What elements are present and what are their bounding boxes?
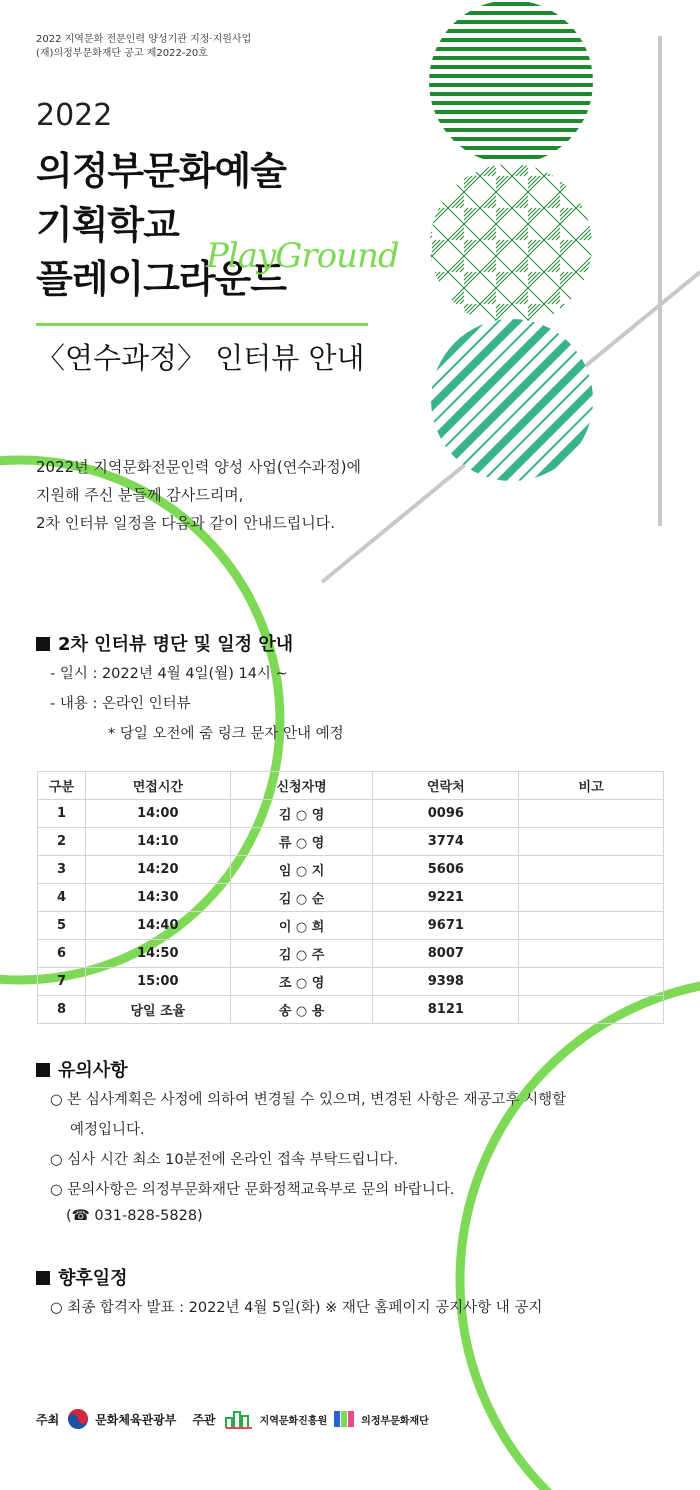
table-row (38, 800, 664, 828)
caution-phone: (☎ 031-828-5828) (66, 1208, 203, 1224)
cell-note (519, 940, 664, 968)
cell-note (519, 968, 664, 996)
organizer-org-2: 의정부문화재단 (361, 1415, 429, 1427)
schedule-note: * 당일 오전에 줌 링크 문자 안내 예정 (108, 726, 344, 742)
cell-contact: 9221 (373, 884, 519, 912)
stripe (425, 65, 600, 69)
schedule-date: - 일시 : 2022년 4월 4일(월) 14시 ~ (50, 666, 288, 682)
table-row (38, 884, 664, 912)
table-row (38, 912, 664, 940)
future-item-1: ○ 최종 합격자 발표 : 2022년 4월 5일(화) ※ 재단 홈페이지 공지사항 내 공지 (50, 1300, 543, 1316)
notice-line-2: (재)의정부문화재단 공고 제2022-20호 (36, 48, 208, 59)
footer-sponsors (36, 1408, 429, 1430)
cell-time: 14:50 (85, 940, 230, 968)
cell-contact: 8121 (373, 996, 519, 1024)
intro-line-2: 지원해 주신 분들께 감사드리며, (36, 486, 244, 504)
cell-time: 14:40 (85, 912, 230, 940)
cell-no: 8 (38, 996, 86, 1024)
table-row (38, 996, 664, 1024)
cell-name: 김 ○ 영 (230, 800, 373, 828)
host-label: 주최 (36, 1412, 60, 1427)
caution-heading-text: 유의사항 (58, 1060, 128, 1081)
stripe (425, 128, 600, 132)
diagonal-stripe (582, 310, 700, 490)
subtitle: 〈연수과정〉 인터뷰 안내 (36, 341, 365, 375)
cell-note (519, 800, 664, 828)
cell-no: 2 (38, 828, 86, 856)
future-heading-text: 향후일정 (58, 1268, 128, 1289)
cell-contact: 9398 (373, 968, 519, 996)
title-line-1: 의정부문화예술 (36, 149, 286, 193)
organizer-org-1: 지역문화진흥원 (259, 1415, 328, 1427)
stripe (425, 83, 600, 87)
caution-item-3: ○ 문의사항은 의정부문화재단 문화정책교육부로 문의 바랍니다. (50, 1182, 455, 1198)
schedule-heading (36, 630, 293, 656)
square-bullet-icon (36, 637, 50, 651)
cell-note (519, 828, 664, 856)
stripe (425, 2, 600, 6)
stripe (425, 101, 600, 105)
cell-time: 14:30 (85, 884, 230, 912)
cell-no: 7 (38, 968, 86, 996)
cell-note (519, 884, 664, 912)
stripe (425, 38, 600, 42)
col-header: 구분 (38, 772, 86, 800)
striped-circle-top (420, 0, 610, 170)
diagonal-stripe (690, 310, 700, 490)
cell-name: 이 ○ 희 (230, 912, 373, 940)
cell-time: 14:10 (85, 828, 230, 856)
table-header-row (38, 772, 664, 800)
cell-no: 4 (38, 884, 86, 912)
stripe (425, 74, 600, 78)
col-header: 신청자명 (230, 772, 373, 800)
col-header: 면접시간 (85, 772, 230, 800)
diagonal-stripe (672, 310, 700, 490)
schedule-heading-text: 2차 인터뷰 명단 및 일정 안내 (58, 634, 294, 655)
organizer-label: 주관 (192, 1412, 216, 1427)
cell-time: 14:20 (85, 856, 230, 884)
table-row (38, 968, 664, 996)
table-row (38, 940, 664, 968)
ucf-logo-icon (333, 1408, 355, 1430)
cell-no: 6 (38, 940, 86, 968)
diagonal-stripe (600, 310, 700, 490)
stripe (425, 146, 600, 150)
caution-item-2: ○ 심사 시간 최소 10분전에 온라인 접속 부탁드립니다. (50, 1152, 399, 1168)
cell-no: 3 (38, 856, 86, 884)
cell-time: 15:00 (85, 968, 230, 996)
stripe (425, 56, 600, 60)
stripe (425, 119, 600, 123)
cell-no: 1 (38, 800, 86, 828)
hatched-circle-middle (420, 160, 610, 330)
stripe (425, 11, 600, 15)
square-bullet-icon (36, 1271, 50, 1285)
cell-name: 조 ○ 영 (230, 968, 373, 996)
table-row (38, 828, 664, 856)
cell-contact: 9671 (373, 912, 519, 940)
stripe (425, 110, 600, 114)
caution-item-1: ○ 본 심사계획은 사정에 의하여 변경될 수 있으며, 변경된 사항은 재공고후 시행할 (50, 1092, 567, 1108)
notice-line-1: 2022 지역문화 전문인력 양성기관 지정·지원사업 (36, 34, 252, 45)
title-line-3: 플레이그라운드 (36, 257, 286, 301)
intro-line-3: 2차 인터뷰 일정을 다음과 같이 안내드립니다. (36, 514, 335, 532)
cell-time: 당일 조율 (85, 996, 230, 1024)
schedule-content: - 내용 : 온라인 인터뷰 (50, 696, 191, 712)
stripe (425, 29, 600, 33)
title-line-2: 기획학교 (36, 203, 179, 247)
cell-name: 류 ○ 영 (230, 828, 373, 856)
cell-name: 임 ○ 지 (230, 856, 373, 884)
cell-name: 김 ○ 주 (230, 940, 373, 968)
square-bullet-icon (36, 1063, 50, 1077)
cell-name: 김 ○ 순 (230, 884, 373, 912)
intro-line-1: 2022년 지역문화전문인력 양성 사업(연수과정)에 (36, 458, 362, 476)
cell-note (519, 856, 664, 884)
stripe (425, 47, 600, 51)
caution-heading (36, 1056, 128, 1082)
cell-note (519, 996, 664, 1024)
cell-contact: 5606 (373, 856, 519, 884)
notice-header (36, 33, 251, 61)
intro-text (36, 453, 361, 537)
kcdf-logo-icon (224, 1408, 254, 1430)
cell-no: 5 (38, 912, 86, 940)
stripe (425, 92, 600, 96)
year-label: 2022 (36, 98, 113, 133)
cell-contact: 0096 (373, 800, 519, 828)
green-arc-right (460, 980, 700, 1490)
stripe (425, 155, 600, 159)
table-row (38, 856, 664, 884)
stripe (425, 20, 600, 24)
diagonal-stripe (636, 310, 700, 490)
taegeuk-logo-icon (67, 1408, 89, 1430)
cell-name: 송 ○ 용 (230, 996, 373, 1024)
playground-script: PlayGround (206, 236, 399, 276)
interview-schedule-table (37, 771, 664, 1024)
cell-contact: 3774 (373, 828, 519, 856)
cell-time: 14:00 (85, 800, 230, 828)
caution-item-1-cont: 예정입니다. (70, 1122, 145, 1138)
cell-contact: 8007 (373, 940, 519, 968)
future-heading (36, 1264, 128, 1290)
col-header: 비고 (519, 772, 664, 800)
cell-note (519, 912, 664, 940)
title-underline (36, 323, 368, 326)
stripe (425, 137, 600, 141)
host-org: 문화체육관광부 (95, 1412, 177, 1427)
col-header: 연락처 (373, 772, 519, 800)
